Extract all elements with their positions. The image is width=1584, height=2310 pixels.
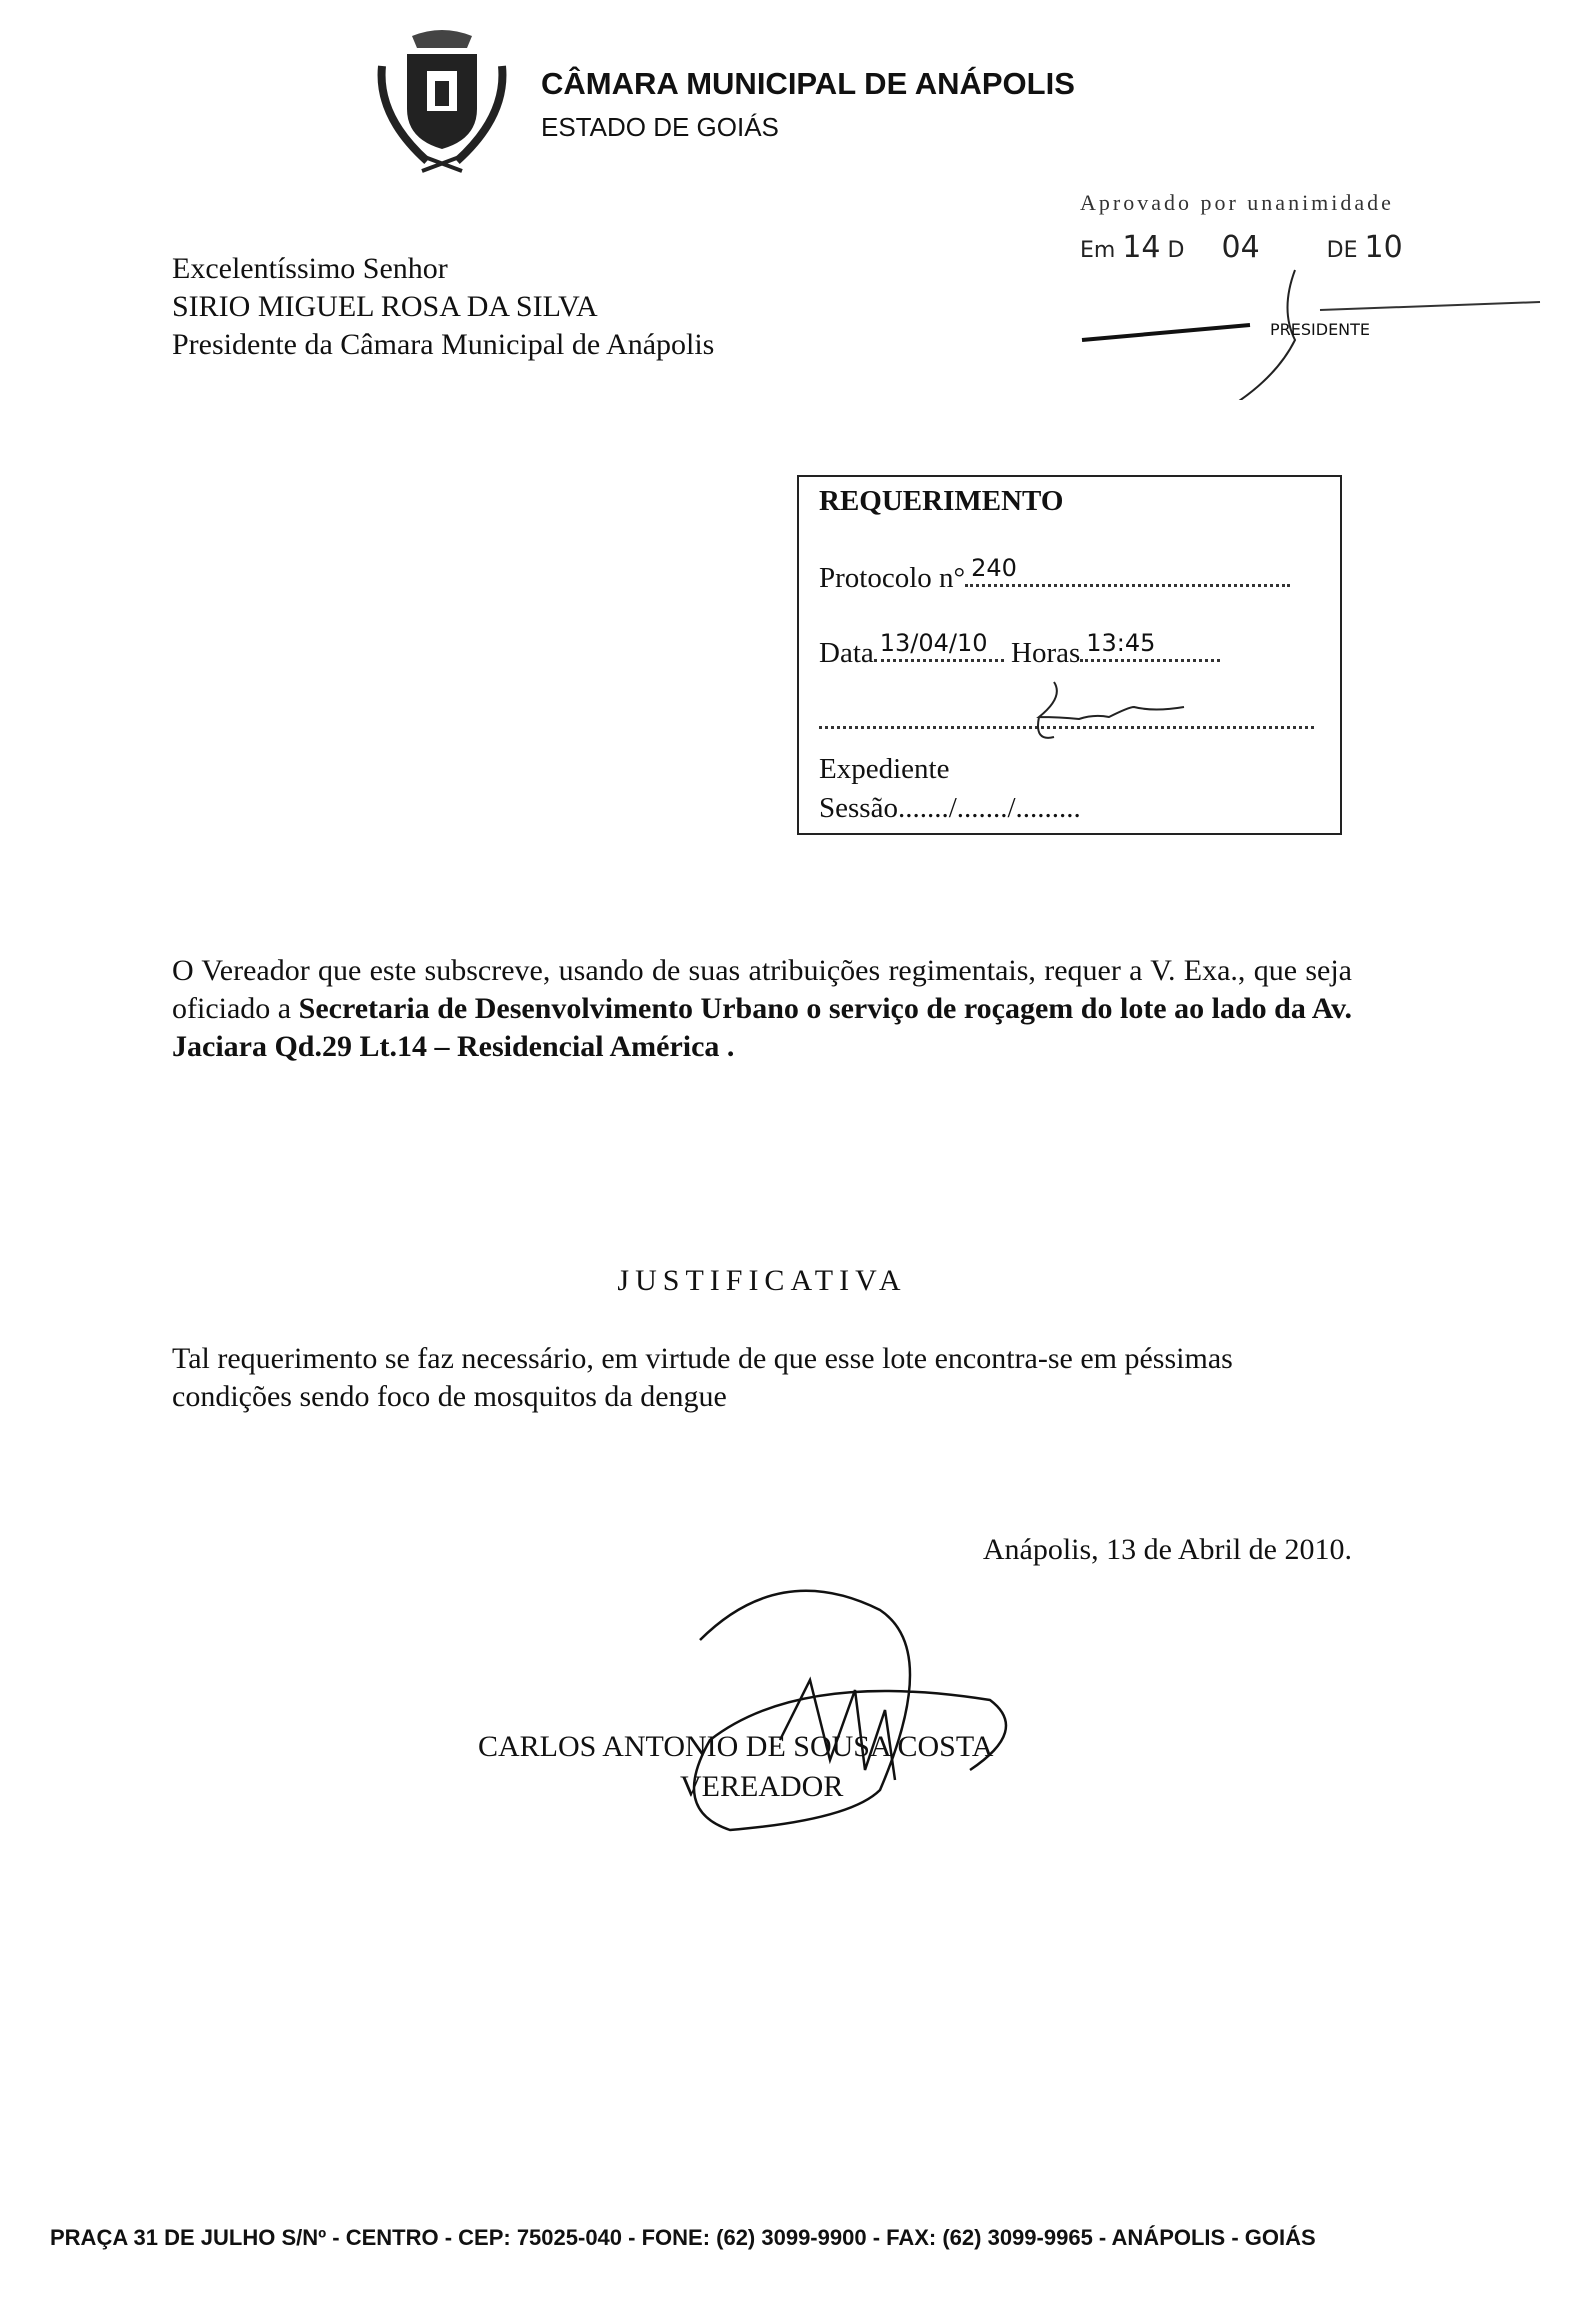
- stamp-role: PRESIDENTE: [1270, 320, 1371, 339]
- org-name: CÂMARA MUNICIPAL DE ANÁPOLIS: [541, 66, 1075, 101]
- coat-of-arms-logo: [372, 26, 512, 176]
- body-intro: O Vereador que este subscreve, usando de suas atribuições regimentais, requer a V. Exa., que seja oficiado a: [172, 954, 1352, 1025]
- closing-date: Anápolis, 13 de Abril de 2010.: [982, 1533, 1352, 1566]
- request-body: [172, 952, 1352, 1066]
- stamp-de2: DE: [1326, 238, 1358, 263]
- stamp-month: 04: [1221, 230, 1260, 265]
- justificativa-title: JUSTIFICATIVA: [617, 1264, 907, 1297]
- body-bold: Secretaria de Desenvolvimento Urbano o serviço de roçagem do lote ao lado da Av. Jaciara Qd.29 Lt.14 – Residencial América .: [172, 992, 1352, 1063]
- org-state: ESTADO DE GOIÁS: [541, 112, 779, 142]
- stamp-year: 10: [1364, 230, 1403, 265]
- protocolo-label: Protocolo n°: [819, 562, 966, 594]
- approval-stamp: [1080, 190, 1560, 400]
- addressee-salutation: Excelentíssimo Senhor: [172, 252, 448, 285]
- horas-label: Horas: [1011, 637, 1081, 669]
- protocol-box: [797, 475, 1342, 835]
- data-label: Data: [819, 637, 874, 669]
- box-title: REQUERIMENTO: [819, 485, 1064, 517]
- signature: [660, 1540, 1080, 1840]
- justificativa-text: Tal requerimento se faz necessário, em virtude de que esse lote encontra-se em péssimas condições sendo foco de mosquitos da dengue: [172, 1342, 1233, 1413]
- data-value: 13/04/10: [879, 629, 988, 657]
- horas-value: 13:45: [1086, 629, 1156, 657]
- addressee-name: SIRIO MIGUEL ROSA DA SILVA: [172, 290, 598, 323]
- sessao-label: Sessão......./......./.........: [819, 792, 1081, 824]
- stamp-de: D: [1167, 238, 1185, 263]
- footer-address: PRAÇA 31 DE JULHO S/Nº - CENTRO - CEP: 75025-040 - FONE: (62) 3099-9900 - FAX: (62) 3099-9965 - ANÁPOLIS - GOIÁS: [50, 2225, 1316, 2250]
- protocolo-value: 240: [971, 554, 1017, 582]
- expediente-label: Expediente: [819, 753, 950, 785]
- stamp-em: Em: [1080, 238, 1116, 263]
- addressee-title: Presidente da Câmara Municipal de Anápolis: [172, 328, 715, 361]
- clerk-signature: [1019, 677, 1219, 747]
- stamp-text: Aprovado por unanimidade: [1080, 190, 1394, 215]
- signer-title: VEREADOR: [680, 1770, 844, 1803]
- stamp-day: 14: [1122, 230, 1161, 265]
- stamp-lines: [1080, 190, 1560, 400]
- signer-name: CARLOS ANTONIO DE SOUSA COSTA: [478, 1730, 994, 1763]
